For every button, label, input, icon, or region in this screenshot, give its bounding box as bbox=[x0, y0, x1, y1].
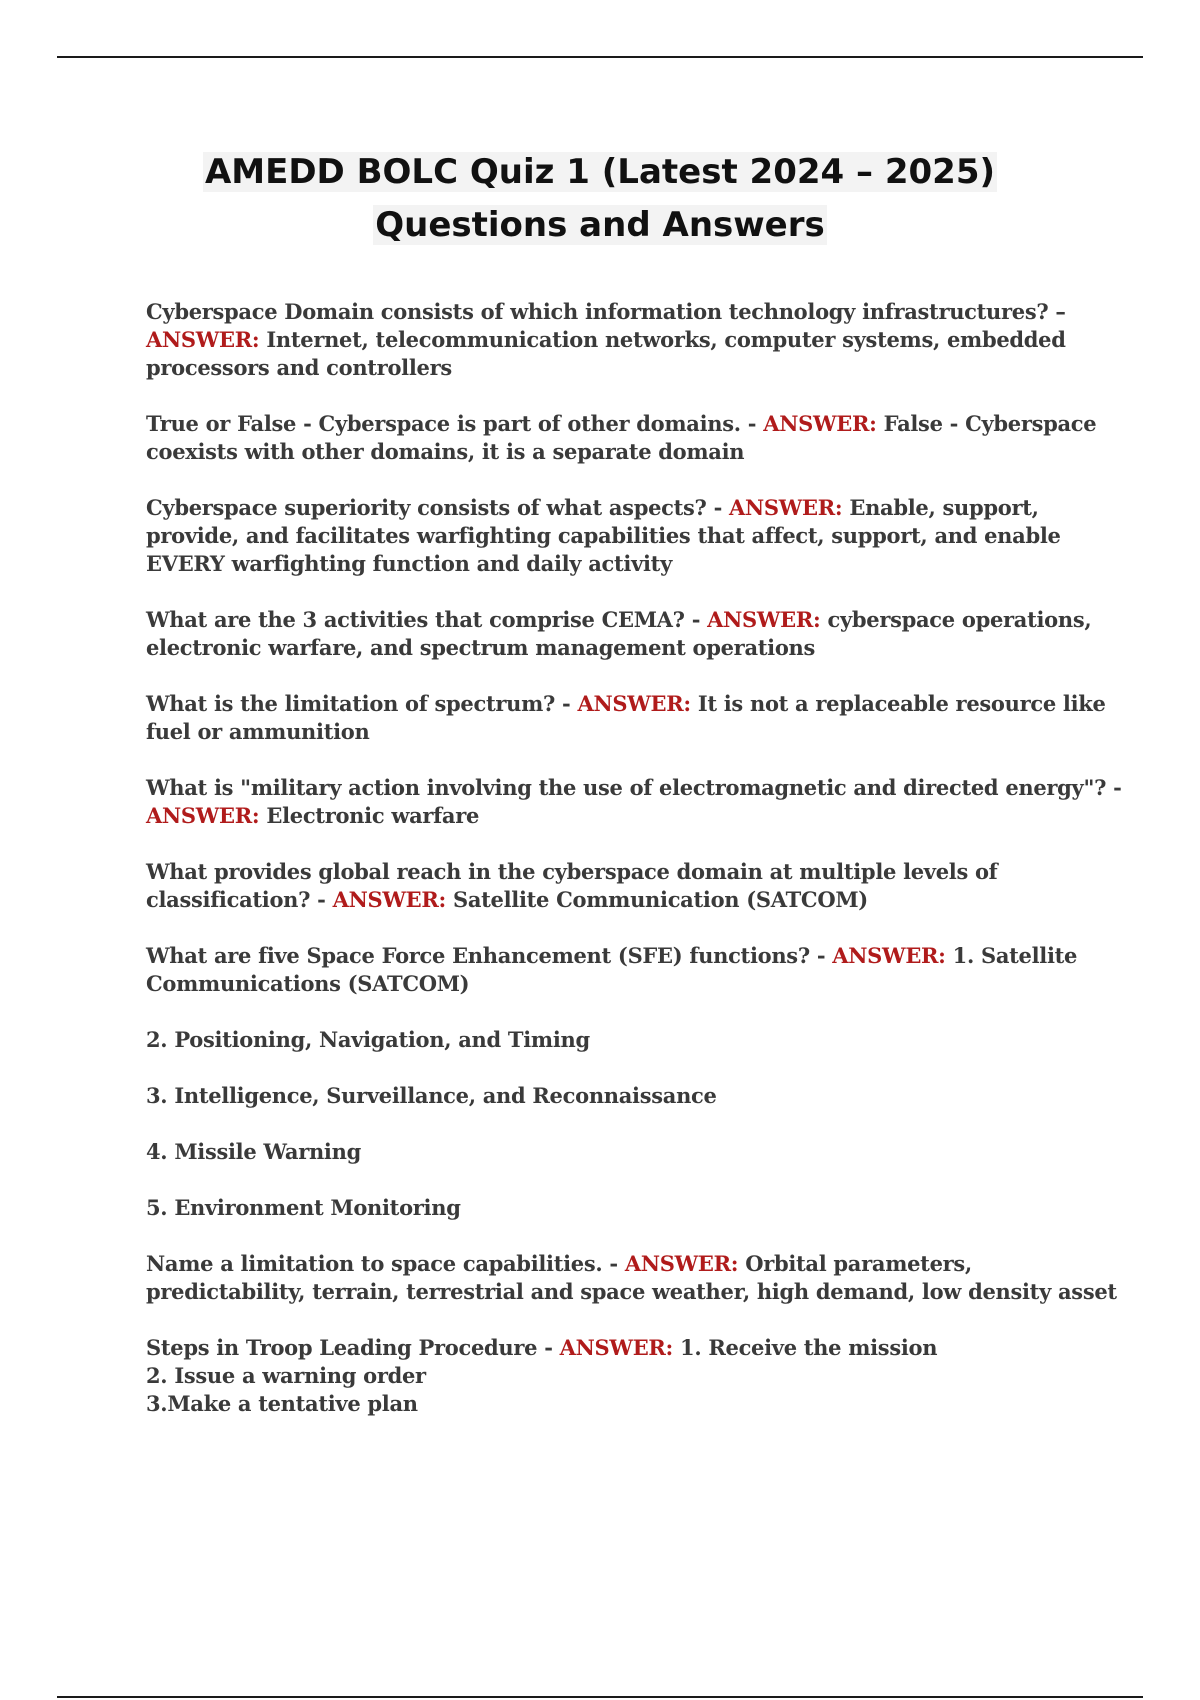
answer-text: 3.Make a tentative plan bbox=[146, 1391, 418, 1416]
qa-content bbox=[146, 298, 1122, 1446]
question-text: Name a limitation to space capabilities. - bbox=[146, 1251, 625, 1276]
answer-text: False - Cyberspace bbox=[876, 411, 1097, 436]
answer-label: ANSWER: bbox=[559, 1335, 674, 1360]
qa-item-true-false bbox=[146, 410, 1096, 466]
page-title bbox=[0, 146, 1200, 252]
question-text: What are five Space Force Enhancement (SFE) functions? - bbox=[146, 943, 833, 968]
answer-text: 1. Satellite bbox=[945, 943, 1078, 968]
answer-text: cyberspace operations, bbox=[820, 607, 1092, 632]
qa-item-global-reach bbox=[146, 858, 1096, 914]
answer-text: coexists with other domains, it is a separate domain bbox=[146, 439, 745, 464]
answer-label: ANSWER: bbox=[332, 887, 446, 912]
question-text: Cyberspace superiority consists of what aspects? - bbox=[146, 495, 729, 520]
qa-item-electronic-warfare bbox=[146, 774, 1122, 830]
question-text: What is the limitation of spectrum? - bbox=[146, 691, 578, 716]
sfe-item: 2. Positioning, Navigation, and Timing bbox=[146, 1027, 590, 1052]
answer-text: Orbital parameters, bbox=[738, 1251, 972, 1276]
sfe-item: 3. Intelligence, Surveillance, and Reconnaissance bbox=[146, 1083, 717, 1108]
answer-label: ANSWER: bbox=[729, 495, 843, 520]
answer-text: Enable, support, bbox=[842, 495, 1039, 520]
qa-item-sfe-functions bbox=[146, 942, 1096, 998]
answer-text: electronic warfare, and spectrum management operations bbox=[146, 635, 816, 660]
title-line-1: AMEDD BOLC Quiz 1 (Latest 2024 – 2025) bbox=[204, 152, 996, 192]
answer-label: ANSWER: bbox=[146, 327, 260, 352]
title-line-2: Questions and Answers bbox=[375, 205, 825, 245]
sfe-item: 5. Environment Monitoring bbox=[146, 1195, 461, 1220]
answer-label: ANSWER: bbox=[832, 943, 946, 968]
question-line: Cyberspace Domain consists of which information technology infrastructures? – bbox=[146, 299, 1066, 324]
question-line: What is "military action involving the use of electromagnetic and directed energy"? - bbox=[146, 775, 1122, 800]
question-text: classification? - bbox=[146, 887, 333, 912]
qa-item-cyberspace-domain bbox=[146, 298, 1096, 382]
qa-item-space-limitation bbox=[146, 1250, 1117, 1306]
question-text: Steps in Troop Leading Procedure - bbox=[146, 1335, 560, 1360]
bottom-rule bbox=[57, 1696, 1143, 1698]
qa-item-cema bbox=[146, 606, 1096, 662]
qa-item-troop-leading bbox=[146, 1334, 1096, 1418]
question-text: True or False - Cyberspace is part of other domains. - bbox=[146, 411, 764, 436]
answer-label: ANSWER: bbox=[577, 691, 691, 716]
question-text: What are the 3 activities that comprise CEMA? - bbox=[146, 607, 708, 632]
answer-text: processors and controllers bbox=[146, 355, 452, 380]
answer-text: predictability, terrain, terrestrial and space weather, high demand, low density asset bbox=[146, 1279, 1117, 1304]
answer-label: ANSWER: bbox=[763, 411, 877, 436]
answer-text: Communications (SATCOM) bbox=[146, 971, 470, 996]
answer-label: ANSWER: bbox=[146, 803, 260, 828]
answer-text: provide, and facilitates warfighting capabilities that affect, support, and enable bbox=[146, 523, 1061, 548]
answer-text: 2. Issue a warning order bbox=[146, 1363, 426, 1388]
answer-text: EVERY warfighting function and daily activity bbox=[146, 551, 672, 576]
qa-item-spectrum bbox=[146, 690, 1106, 746]
answer-text: Satellite Communication (SATCOM) bbox=[445, 887, 868, 912]
answer-text: Electronic warfare bbox=[259, 803, 480, 828]
top-rule bbox=[57, 56, 1143, 58]
answer-text: Internet, telecommunication networks, computer systems, embedded bbox=[259, 327, 1066, 352]
answer-label: ANSWER: bbox=[624, 1251, 739, 1276]
answer-text: It is not a replaceable resource like bbox=[690, 691, 1106, 716]
answer-text: fuel or ammunition bbox=[146, 719, 370, 744]
sfe-item: 4. Missile Warning bbox=[146, 1139, 361, 1164]
question-line: What provides global reach in the cyberspace domain at multiple levels of bbox=[146, 859, 998, 884]
qa-item-superiority bbox=[146, 494, 1096, 578]
answer-text: 1. Receive the mission bbox=[673, 1335, 938, 1360]
answer-label: ANSWER: bbox=[707, 607, 821, 632]
